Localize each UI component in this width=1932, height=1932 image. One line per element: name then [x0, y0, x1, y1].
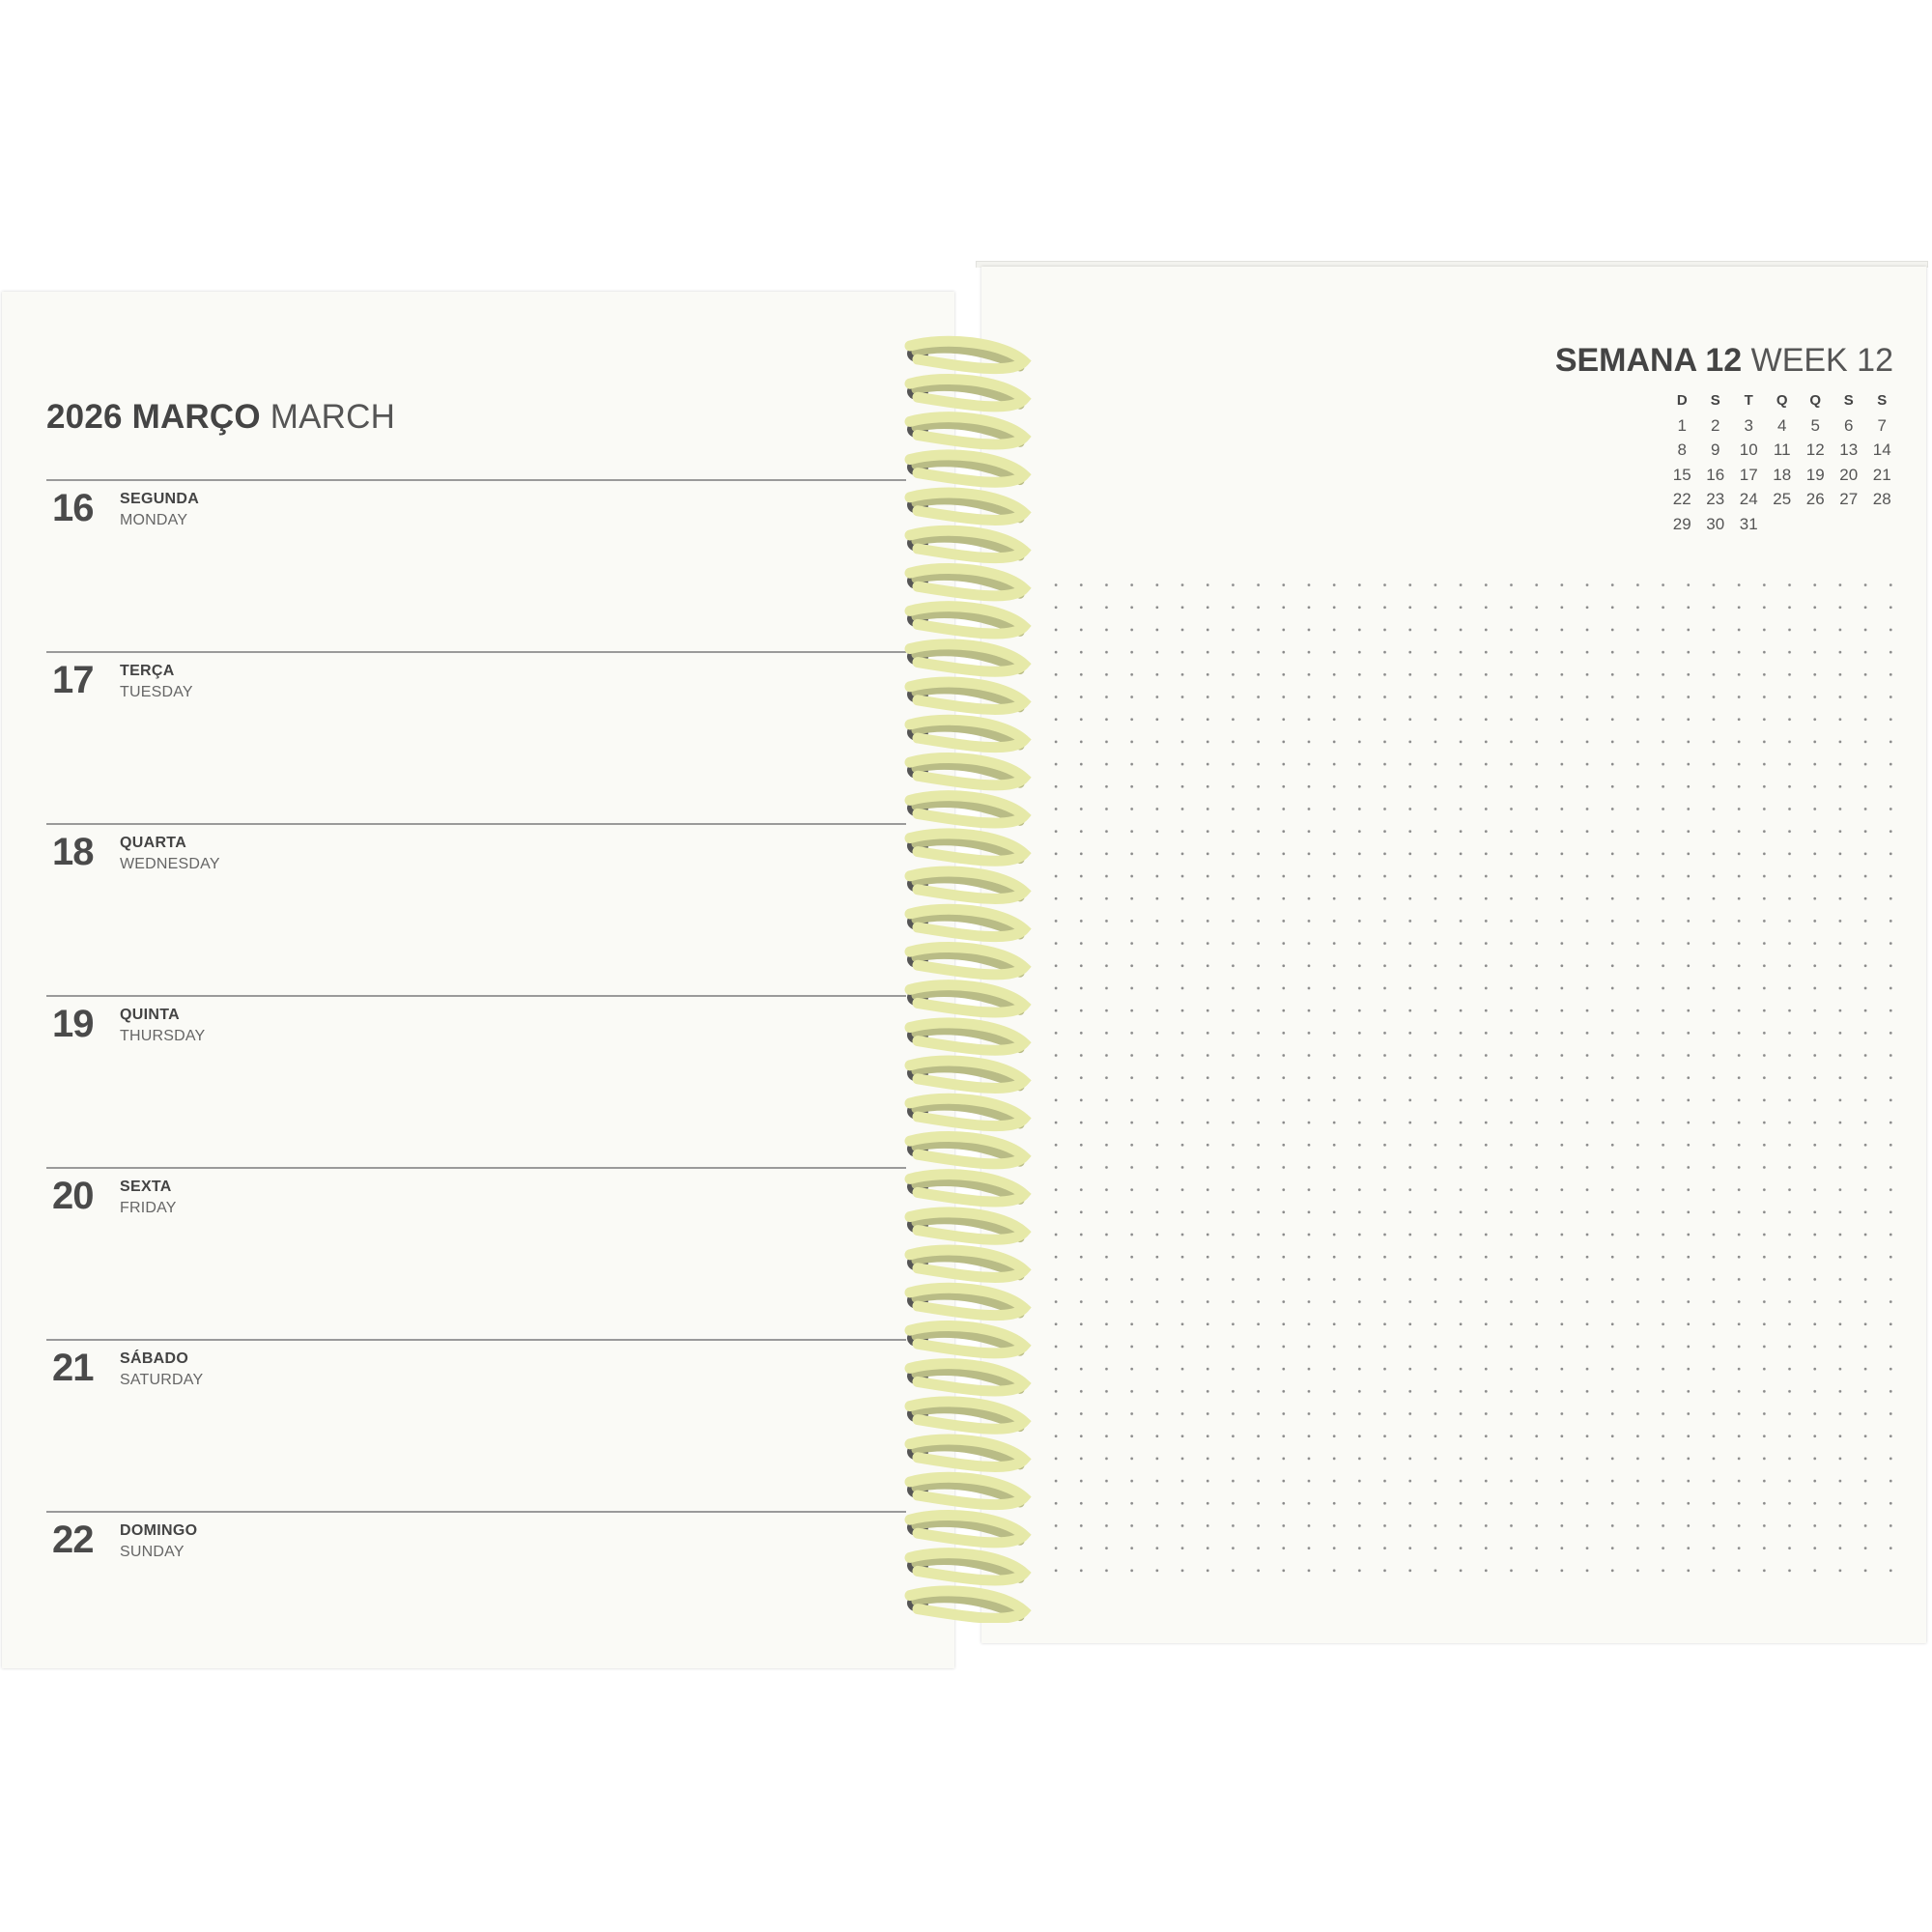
mini-calendar-day: 1 — [1677, 415, 1687, 435]
day-divider — [46, 995, 906, 997]
day-number: 20 — [52, 1175, 94, 1217]
mini-calendar-day: 12 — [1805, 440, 1825, 459]
mini-calendar-header: Q — [1776, 392, 1788, 409]
mini-calendar-day: 28 — [1872, 490, 1891, 508]
week-title-en: WEEK 12 — [1750, 342, 1893, 379]
mini-calendar-day — [1833, 512, 1866, 537]
mini-calendar-day: 31 — [1739, 514, 1758, 533]
day-divider — [46, 1339, 906, 1341]
day-name-en: TUESDAY — [120, 684, 193, 700]
day-name-pt: DOMINGO — [120, 1522, 198, 1539]
month-title-en: MARCH — [270, 398, 396, 436]
day-name-en: SUNDAY — [120, 1544, 185, 1560]
day-divider — [46, 651, 906, 653]
mini-calendar-day: 25 — [1773, 490, 1792, 508]
month-title — [46, 398, 395, 437]
mini-calendar-day: 7 — [1877, 415, 1887, 435]
day-name-en: WEDNESDAY — [120, 856, 220, 872]
mini-calendar-day: 17 — [1739, 465, 1758, 484]
mini-calendar-day: 18 — [1773, 465, 1792, 484]
day-row[interactable] — [46, 1339, 906, 1511]
mini-calendar-header: S — [1877, 392, 1888, 409]
mini-calendar — [1665, 388, 1891, 536]
day-name-pt: TERÇA — [120, 663, 175, 679]
day-divider — [46, 1511, 906, 1513]
mini-calendar-day: 2 — [1711, 415, 1720, 435]
day-name-en: FRIDAY — [120, 1200, 177, 1216]
mini-calendar-day: 21 — [1872, 465, 1891, 484]
day-name-pt: QUINTA — [120, 1007, 180, 1023]
mini-calendar-day: 8 — [1677, 440, 1687, 459]
day-divider — [46, 823, 906, 825]
mini-calendar-day: 10 — [1739, 440, 1758, 459]
day-divider — [46, 1167, 906, 1169]
day-number: 17 — [52, 659, 94, 701]
mini-calendar-day — [1766, 512, 1800, 537]
mini-calendar-day — [1799, 512, 1833, 537]
mini-calendar-day — [1865, 512, 1899, 537]
mini-calendar-header: Q — [1809, 392, 1822, 409]
week-title-pt: SEMANA 12 — [1554, 342, 1743, 379]
day-name-pt: SEGUNDA — [120, 491, 200, 507]
mini-calendar-day: 29 — [1672, 514, 1691, 533]
mini-calendar-day: 13 — [1839, 440, 1859, 459]
mini-calendar-day: 27 — [1839, 490, 1859, 508]
mini-calendar-day: 11 — [1773, 440, 1791, 459]
day-row[interactable] — [46, 823, 906, 995]
day-number: 19 — [52, 1003, 94, 1045]
mini-calendar-day: 19 — [1805, 465, 1825, 484]
mini-calendar-day: 15 — [1672, 465, 1691, 484]
mini-calendar-day: 4 — [1777, 415, 1787, 435]
mini-calendar-header: T — [1744, 392, 1753, 409]
day-row[interactable] — [46, 995, 906, 1167]
mini-calendar-day: 26 — [1805, 490, 1825, 508]
mini-calendar-day: 24 — [1739, 490, 1758, 508]
mini-calendar-day: 5 — [1810, 415, 1820, 435]
mini-calendar-day: 14 — [1872, 440, 1891, 459]
day-name-pt: SÁBADO — [120, 1350, 189, 1367]
mini-calendar-header: S — [1710, 392, 1720, 409]
day-name-en: SATURDAY — [120, 1372, 204, 1388]
month-title-pt: 2026 MARÇO — [46, 398, 261, 436]
day-number: 16 — [52, 487, 94, 529]
day-number: 18 — [52, 831, 94, 873]
spiral-binding — [896, 328, 1041, 1623]
day-row[interactable] — [46, 479, 906, 651]
mini-calendar-header: S — [1843, 392, 1854, 409]
day-row[interactable] — [46, 1167, 906, 1339]
dot-grid-notes-area[interactable] — [1043, 574, 1893, 1583]
mini-calendar-day: 16 — [1706, 465, 1725, 484]
mini-calendar-day: 9 — [1711, 440, 1720, 459]
mini-calendar-day: 6 — [1844, 415, 1854, 435]
mini-calendar-day: 23 — [1706, 490, 1725, 508]
day-name-pt: QUARTA — [120, 835, 187, 851]
day-row[interactable] — [46, 1511, 906, 1683]
day-row[interactable] — [46, 651, 906, 823]
week-title — [1555, 342, 1893, 380]
day-number: 21 — [52, 1347, 94, 1389]
day-divider — [46, 479, 906, 481]
day-name-en: THURSDAY — [120, 1028, 206, 1044]
day-name-en: MONDAY — [120, 512, 188, 528]
day-name-pt: SEXTA — [120, 1179, 172, 1195]
mini-calendar-day: 30 — [1706, 514, 1725, 533]
mini-calendar-day: 3 — [1744, 415, 1753, 435]
day-number: 22 — [52, 1519, 94, 1561]
mini-calendar-day: 20 — [1839, 465, 1859, 484]
mini-calendar-header: D — [1676, 392, 1688, 409]
mini-calendar-day: 22 — [1672, 490, 1691, 508]
